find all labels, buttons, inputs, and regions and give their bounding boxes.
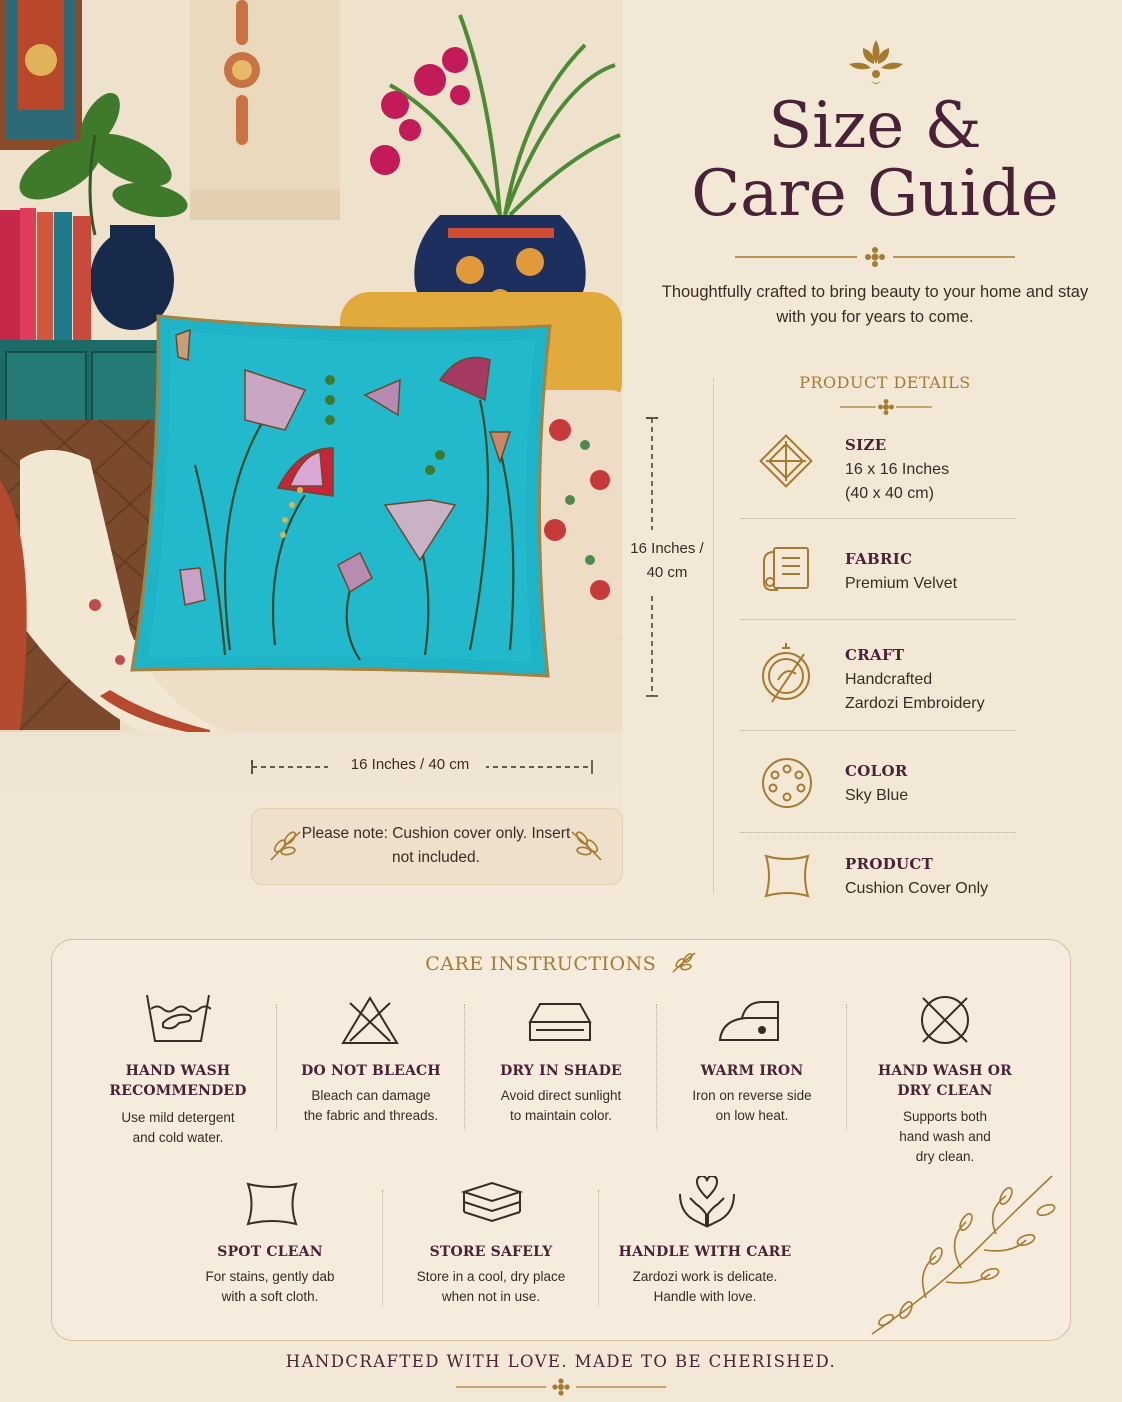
care-desc-dry-clean: Supports both hand wash and dry clean. — [899, 1109, 991, 1164]
stack-icon — [460, 1180, 524, 1230]
embroidery-hoop-icon — [758, 640, 816, 708]
page-title — [640, 89, 1110, 231]
color-palette-icon — [760, 756, 814, 810]
care-separator — [464, 1004, 465, 1130]
note-text: Please note: Cushion cover only. Insert not included. — [301, 825, 571, 866]
care-title-no-bleach: DO NOT BLEACH — [301, 1063, 441, 1079]
detail-label-product: PRODUCT — [845, 855, 934, 873]
no-bleach-icon — [340, 995, 400, 1047]
care-desc-dry-shade: Avoid direct sunlight to maintain color. — [500, 1088, 622, 1123]
detail-line: Cushion Cover Only — [845, 880, 989, 897]
care-instructions-heading — [0, 950, 1122, 975]
care-title-hand-wash: HAND WASH RECOMMENDED — [109, 1063, 247, 1099]
cushion-icon — [242, 1178, 302, 1230]
iron-icon — [716, 998, 786, 1046]
dry-shade-icon — [526, 1000, 594, 1046]
detail-line: Handcrafted — [845, 671, 933, 688]
dry-clean-icon — [918, 993, 972, 1047]
product-details-heading: PRODUCT DETAILS — [799, 373, 971, 392]
care-title-handle-with-care: HANDLE WITH CARE — [618, 1244, 792, 1260]
cushion-icon — [760, 850, 814, 902]
footer-divider — [456, 1377, 666, 1397]
detail-separator — [740, 518, 1016, 519]
title-divider — [735, 244, 1015, 270]
detail-line: (40 x 40 cm) — [845, 485, 934, 502]
hand-wash-icon — [145, 993, 211, 1045]
care-separator — [276, 1004, 277, 1130]
heading-divider — [840, 398, 932, 416]
footer-tagline: HANDCRAFTED WITH LOVE. MADE TO BE CHERISHED. — [285, 1352, 837, 1371]
care-desc-spot-clean: For stains, gently dab with a soft cloth. — [205, 1269, 335, 1304]
title-line: Size & — [768, 89, 982, 163]
care-desc-no-bleach: Bleach can damage the fabric and threads. — [303, 1088, 439, 1123]
dimension-vertical-label: 16 Inches / 40 cm — [624, 537, 710, 585]
detail-line: 16 x 16 Inches — [845, 461, 950, 478]
dimension-horizontal-label: 16 Inches / 40 cm — [334, 756, 486, 773]
leaf-sprig-icon — [568, 826, 606, 864]
care-title-store-safely: STORE SAFELY — [429, 1244, 553, 1260]
care-title-dry-clean: HAND WASH OR DRY CLEAN — [877, 1063, 1013, 1099]
care-separator — [598, 1190, 599, 1306]
detail-line: Zardozi Embroidery — [845, 695, 985, 712]
details-vertical-divider — [713, 378, 714, 893]
leaf-sprig-icon — [266, 826, 304, 864]
detail-value-craft — [845, 668, 985, 716]
care-desc-hand-wash: Use mild detergent and cold water. — [121, 1110, 235, 1145]
care-title-spot-clean: SPOT CLEAN — [217, 1244, 323, 1260]
detail-label-fabric: FABRIC — [845, 550, 913, 568]
floral-branch-decoration — [866, 1170, 1060, 1338]
care-separator — [656, 1004, 657, 1130]
detail-value-size — [845, 458, 949, 506]
care-heading-text: CARE INSTRUCTIONS — [425, 953, 657, 975]
care-title-dry-shade: DRY IN SHADE — [500, 1063, 622, 1079]
detail-label-color: COLOR — [845, 762, 908, 780]
care-desc-store-safely: Store in a cool, dry place when not in use. — [416, 1269, 566, 1304]
detail-separator — [740, 832, 1016, 833]
detail-label-craft: CRAFT — [845, 646, 905, 664]
fabric-roll-icon — [760, 542, 814, 594]
care-title-warm-iron: WARM IRON — [700, 1063, 804, 1079]
detail-line: Premium Velvet — [845, 575, 958, 592]
knot-icon — [758, 433, 814, 491]
detail-value-fabric — [845, 572, 957, 596]
lotus-ornament-icon — [845, 38, 907, 88]
detail-separator — [740, 730, 1016, 731]
detail-label-size: SIZE — [845, 436, 887, 454]
care-desc-handle-with-care: Zardozi work is delicate. Handle with love. — [632, 1269, 778, 1304]
title-line: Care Guide — [691, 157, 1059, 231]
care-separator — [382, 1190, 383, 1306]
detail-value-product — [845, 877, 988, 901]
detail-value-color — [845, 784, 908, 808]
heart-hands-icon — [676, 1176, 738, 1230]
care-desc-warm-iron: Iron on reverse side on low heat. — [692, 1088, 812, 1123]
intro-text: Thoughtfully crafted to bring beauty to your home and stay with you for years to come. — [661, 283, 1089, 326]
leaf-sprig-icon — [669, 950, 697, 974]
care-separator — [846, 1004, 847, 1130]
detail-line: Sky Blue — [845, 787, 909, 804]
detail-separator — [740, 619, 1016, 620]
